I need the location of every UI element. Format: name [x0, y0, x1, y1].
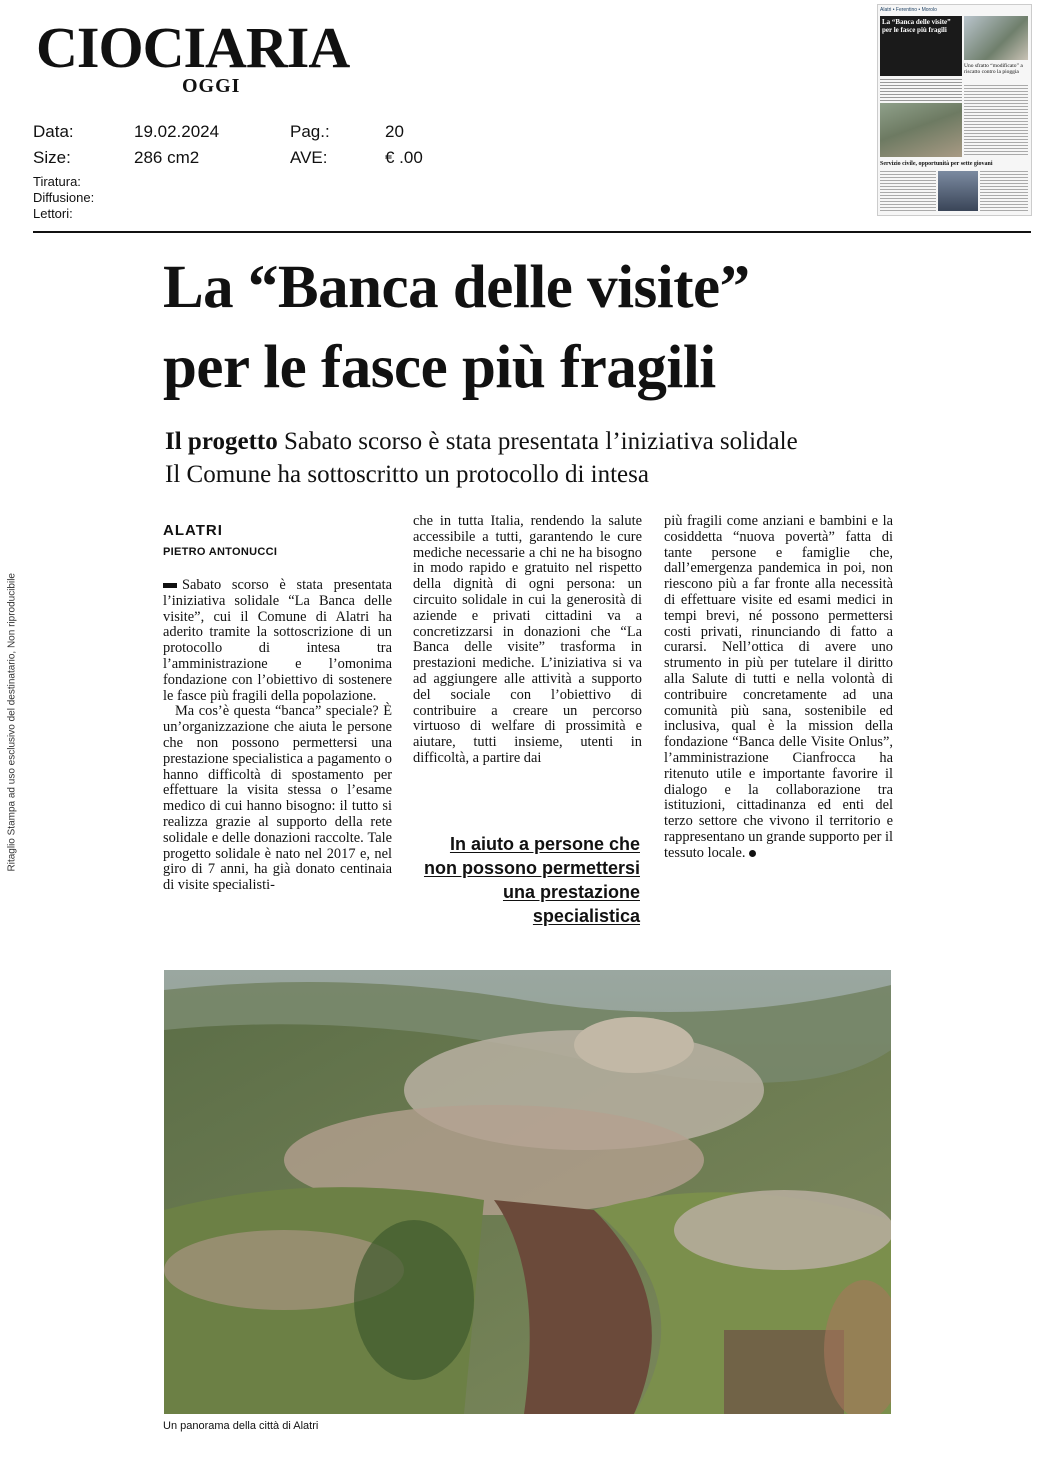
diffusione-label: Diffusione:: [33, 190, 95, 205]
thumb-headline: La “Banca delle visite” per le fasce più fragili: [882, 18, 951, 34]
author-name: PIETRO ANTONUCCI: [163, 546, 278, 558]
aerial-panorama-image: [164, 970, 891, 1414]
lettori-label: Lettori:: [33, 206, 73, 221]
thumb-photo-bottom: [938, 171, 978, 211]
data-value: 19.02.2024: [134, 122, 220, 141]
headline-line-1: La “Banca delle visite”: [163, 254, 750, 321]
paragraph: [664, 514, 893, 862]
pull-quote: In aiuto a persone che non possono permettersi una prestazione specialistica: [423, 834, 640, 926]
page-thumbnail: [877, 4, 1032, 216]
article-photo: [164, 970, 891, 1414]
thumb-photo-main: [880, 103, 962, 157]
lead-marker-icon: [163, 583, 177, 588]
logo-subtitle: OGGI: [182, 75, 241, 97]
subheadline-line-1-text: Sabato scorso è stata presentata l’iniziativa solidale: [277, 428, 798, 455]
ave-value: € .00: [385, 148, 423, 167]
pag-value: 20: [385, 122, 404, 141]
pag-label: Pag.:: [290, 122, 330, 141]
article-column-1: [163, 578, 392, 894]
paragraph-text: Sabato scorso è stata presentata l’iniziativa solidale “La Banca delle visite”, cui il Comune di Alatri ha aderito tramite la sottoscrizione di un protocollo di intesa tra l’amministrazione e l’omonima fondazione con l’obiettivo di sostenere le fasce più fragili della popolazione.: [163, 577, 392, 704]
headline-line-2: per le fasce più fragili: [163, 334, 716, 401]
paragraph-text: più fragili come anziani e bambini e la cosiddetta “nuova povertà” fatta di tante persone e famiglie che, dall’emergenza pandemica in poi, non riescono più a far fronte alla necessità di effettuare visite ed esami medici in tempi brevi, né possono permettersi costi privati, rinunciando di fatto a curarsi. Nell’ottica di avere uno strumento in più per tutelare il diritto alla Salute di tutti e nella volontà di contribuire concretamente ad una comunità più sana, sostenibile ed inclusiva, qual è la mission della fondazione “Banca delle Visite Onlus”, l’amministrazione Cianfrocca ha ritenuto utile e importante favorire il dialogo e la collaborazione tra istituzioni, cittadinanza ed enti del terzo settore che vivono il territorio e rappresentano un grande supporto per il tessuto locale.: [664, 513, 893, 861]
subheadline-line-1: [165, 426, 798, 458]
thumb-text-block-2: [964, 85, 1028, 157]
thumb-text-block: [880, 79, 962, 101]
thumb-header-block: [880, 16, 962, 76]
subheadline-line-2: Il Comune ha sottoscritto un protocollo di intesa: [165, 461, 649, 488]
thumb-text-block-4: [980, 171, 1028, 211]
article-column-2: [413, 514, 642, 767]
paragraph: Ma cos’è questa “banca” speciale? È un’organizzazione che aiuta le persone che non possono permettersi una prestazione specialistica a pagamento o hanno difficoltà di spostamento per effettuare la visita stessa o l’esame medico di cui hanno bisogno: il tutto si realizza grazie al supporto della rete solidale e delle donazioni raccolte. Tale progetto solidale è nato nel 2017 e, nel giro di 7 anni, ha già donato centinaia di visite specialisti-: [163, 703, 392, 894]
size-value: 286 cm2: [134, 148, 200, 167]
end-marker-icon: [749, 850, 756, 857]
article-column-3: [664, 514, 893, 862]
copyright-side-note: Ritaglio Stampa ad uso esclusivo del destinatario, Non riproducibile: [6, 573, 18, 872]
tiratura-label: Tiratura:: [33, 174, 81, 189]
logo-title: CIOCIARIA: [36, 15, 350, 80]
data-label: Data:: [33, 122, 74, 141]
thumb-text-block-3: [880, 171, 936, 211]
header-rule: [33, 231, 1031, 233]
thumb-bottom-title: Servizio civile, opportunità per sette giovani: [880, 161, 993, 167]
size-label: Size:: [33, 148, 71, 167]
paragraph: che in tutta Italia, rendendo la salute accessibile a tutti, garantendo le cure mediche necessarie a chi ne ha bisogno in modo rapido e gratuito nel rispetto della dignità di ogni persona: un circuito solidale in cui la generosità di aziende e privati cittadini va a concretizzarsi in donazioni che “La Banca delle visite” trasforma in prestazioni mediche. L’iniziativa si va ad aggiungere alle attività a supporto del sociale con l’obiettivo di contribuire a creare un percorso virtuoso di welfare di prossimità e aiutare, tutti insieme, utenti in difficoltà, a partire dai: [413, 513, 642, 766]
photo-caption: Un panorama della città di Alatri: [163, 1420, 319, 1432]
paragraph: [163, 578, 392, 704]
subheadline-kicker: Il progetto: [165, 428, 278, 455]
dateline-place: ALATRI: [163, 522, 223, 539]
thumb-side-title: Uno sfratto “modificato” a riscatto contro la pioggia: [964, 63, 1023, 75]
ave-label: AVE:: [290, 148, 328, 167]
thumb-section: Alatri • Ferentino • Morolo: [880, 7, 937, 13]
thumb-photo-top: [964, 16, 1028, 60]
newspaper-logo: [36, 15, 396, 97]
